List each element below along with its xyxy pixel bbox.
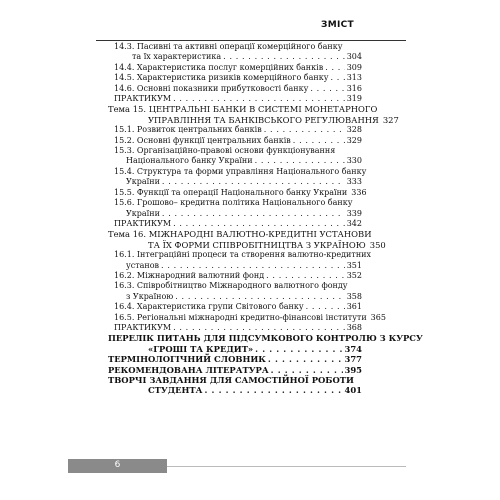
toc-leader-dots — [310, 84, 344, 94]
toc-leader-dots — [161, 261, 345, 271]
toc-entry — [108, 375, 362, 385]
toc-entry — [108, 250, 371, 260]
toc-entry-text: 14.4. Характеристика послуг комерційних банків — [114, 62, 324, 72]
toc-leader-dots — [162, 177, 345, 187]
toc-entry — [108, 281, 362, 291]
toc-entry-text: 15.3. Організаційно-правові основи функціонування — [114, 146, 336, 156]
toc-page-number: 329 — [346, 135, 362, 145]
toc-entry — [108, 271, 362, 281]
toc-entry-text: України — [126, 177, 160, 187]
page-number: 6 — [114, 460, 121, 470]
toc-page-number: 342 — [346, 218, 362, 228]
toc-entry — [108, 94, 362, 104]
toc-entry — [108, 125, 362, 135]
toc-entry — [108, 239, 386, 250]
toc-page-number: 330 — [346, 156, 362, 166]
toc-page-number: 395 — [344, 364, 362, 375]
toc-leader-dots — [255, 156, 345, 166]
toc-page-number: 328 — [346, 125, 362, 135]
toc-entry — [108, 104, 378, 115]
toc-entry — [108, 52, 362, 62]
toc-entry — [108, 292, 362, 302]
toc-entry-text: УПРАВЛІННЯ ТА БАНКІВСЬКОГО РЕГУЛЮВАННЯ — [148, 114, 379, 125]
toc-entry-text: України — [126, 208, 160, 218]
toc-entry-text: 15.2. Основні функції центральних банків — [114, 135, 291, 145]
toc-entry — [108, 261, 362, 271]
toc-leader-dots — [268, 354, 343, 364]
toc-leader-dots — [173, 323, 345, 333]
table-of-contents — [108, 42, 423, 396]
toc-page-number: 309 — [346, 62, 362, 72]
toc-entry-text: 16.4. Характеристика групи Світового банку — [114, 302, 304, 312]
toc-entry — [108, 198, 362, 208]
toc-entry — [108, 146, 362, 156]
toc-leader-dots — [271, 365, 343, 375]
toc-entry-text: Національного банку України — [126, 156, 253, 166]
toc-entry — [108, 323, 362, 333]
toc-leader-dots — [223, 52, 345, 62]
toc-entry — [108, 365, 362, 375]
toc-page-number: 368 — [346, 322, 362, 332]
toc-leader-dots — [293, 136, 345, 146]
toc-entry-text: з Україною — [126, 291, 174, 301]
toc-leader-dots — [306, 302, 345, 312]
toc-entry — [108, 187, 367, 198]
toc-leader-dots — [162, 209, 345, 219]
toc-entry — [108, 177, 362, 187]
toc-entry — [108, 312, 386, 323]
toc-page-number: 339 — [346, 208, 362, 218]
toc-page-number: 401 — [344, 385, 362, 396]
toc-leader-dots — [255, 344, 342, 354]
toc-entry-text: 16.3. Співробітництво Міжнародного валютного фонду — [114, 281, 348, 291]
toc-entry-text: 15.4. Структура та форми управління Національного банку — [114, 166, 367, 176]
toc-page-number: 350 — [369, 239, 386, 250]
toc-entry-text: та їх характеристика — [132, 52, 222, 62]
toc-entry — [108, 354, 362, 364]
toc-entry — [108, 136, 362, 146]
toc-entry — [108, 302, 362, 312]
toc-entry — [108, 209, 362, 219]
toc-leader-dots — [173, 94, 345, 104]
toc-page-number: 336 — [351, 187, 367, 197]
toc-page-number: 316 — [346, 83, 362, 93]
toc-entry-text: установ — [126, 260, 160, 270]
toc-entry-text: ПЕРЕЛІК ПИТАНЬ ДЛЯ ПІДСУМКОВОГО КОНТРОЛЮ З КУРСУ — [108, 333, 423, 344]
toc-page-number: 304 — [346, 52, 362, 62]
toc-entry-text: 16.5. Регіональні міжнародні кредитно-фінансові інститути — [114, 312, 367, 322]
toc-entry — [108, 84, 362, 94]
footer-divider — [167, 466, 406, 467]
toc-entry-text: 15.1. Розвиток центральних банків — [114, 125, 262, 135]
toc-leader-dots — [330, 73, 344, 83]
toc-page-number: 374 — [344, 343, 362, 354]
toc-entry-text: Тема 16. МІЖНАРОДНІ ВАЛЮТНО-КРЕДИТНІ УСТАНОВИ — [108, 229, 372, 240]
toc-page-number: 352 — [346, 270, 362, 280]
toc-page-number: 361 — [346, 302, 362, 312]
toc-entry — [108, 114, 399, 125]
toc-entry-text: Тема 15. ЦЕНТРАЛЬНІ БАНКИ В СИСТЕМІ МОНЕТАРНОГО — [108, 104, 378, 115]
toc-leader-dots — [175, 292, 344, 302]
toc-entry-text: 14.3. Пасивні та активні операції комерційного банку — [114, 42, 343, 51]
page-title: ЗМІСТ — [321, 20, 354, 30]
toc-entry — [108, 229, 372, 240]
toc-page-number: 327 — [382, 114, 399, 125]
toc-page-number: 313 — [346, 73, 362, 83]
toc-entry-text: ТЕРМІНОЛОГІЧНИЙ СЛОВНИК — [108, 354, 266, 365]
toc-entry-text: СТУДЕНТА — [148, 385, 203, 396]
toc-entry-text: ТВОРЧІ ЗАВДАННЯ ДЛЯ САМОСТІЙНОЇ РОБОТИ — [108, 375, 354, 385]
toc-page-number: 319 — [346, 94, 362, 104]
toc-leader-dots — [173, 219, 345, 229]
toc-page-number: 333 — [346, 177, 362, 187]
page-number-box — [68, 459, 167, 473]
toc-entry — [108, 156, 362, 166]
toc-page-number: 377 — [344, 354, 362, 365]
toc-leader-dots — [205, 385, 343, 395]
toc-entry-text: 16.2. Міжнародний валютний фонд — [114, 270, 265, 280]
toc-entry-text: ПРАКТИКУМ — [114, 218, 172, 228]
toc-page-number: 358 — [346, 291, 362, 301]
toc-entry — [108, 73, 362, 83]
toc-entry-text: ПРАКТИКУМ — [114, 322, 172, 332]
toc-entry-text: 15.6. Грошово– кредитна політика Національного банку — [114, 198, 353, 208]
toc-entry-text: «ГРОШІ ТА КРЕДИТ» — [148, 343, 254, 354]
toc-entry — [108, 166, 367, 177]
toc-page-number: 365 — [370, 312, 386, 322]
toc-entry — [108, 385, 362, 395]
toc-page-number: 351 — [346, 260, 362, 270]
toc-entry-text: 14.6. Основні показники прибутковості банку — [114, 83, 309, 93]
page-header — [96, 18, 406, 41]
toc-entry — [108, 344, 362, 354]
toc-entry-text: ТА ЇХ ФОРМИ СПІВРОБІТНИЦТВА З УКРАЇНОЮ — [148, 239, 366, 250]
toc-leader-dots — [264, 125, 345, 135]
toc-entry-text: 16.1. Інтеграційні процеси та створення валютно-кредитних — [114, 250, 371, 260]
toc-entry — [108, 219, 362, 229]
toc-leader-dots — [325, 63, 345, 73]
toc-entry-text: 14.5. Характеристика ризиків комерційного банку — [114, 73, 329, 83]
toc-leader-dots — [266, 271, 345, 281]
toc-entry — [108, 42, 362, 52]
toc-entry-text: 15.5. Функції та операції Національного банку України — [114, 187, 348, 197]
toc-entry-text: РЕКОМЕНДОВАНА ЛІТЕРАТУРА — [108, 364, 269, 375]
toc-entry — [108, 63, 362, 73]
toc-entry — [108, 333, 423, 344]
toc-entry-text: ПРАКТИКУМ — [114, 94, 172, 104]
